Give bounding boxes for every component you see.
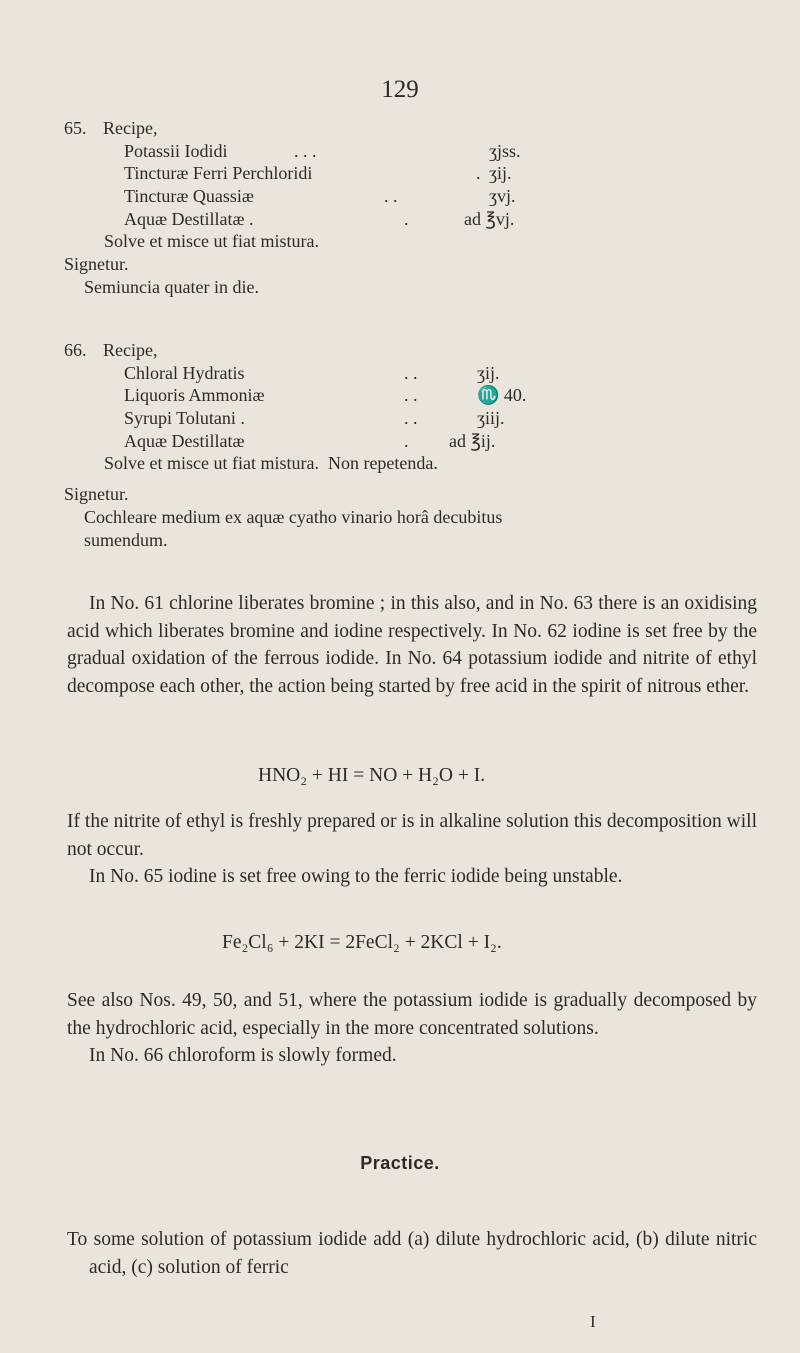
- ingredient-name: Tincturæ Ferri Perchloridi: [124, 163, 313, 184]
- signature-mark: I: [590, 1312, 596, 1331]
- ingredient-name: Potassii Iodidi: [124, 140, 228, 161]
- paragraph: In No. 61 chlorine liberates bromine ; in this also, and in No. 63 there is an oxidising acid which liberates bromine and iodine respectively. In No. 62 iodine is set free by the gradual oxidation of the ferrous iodide. In No. 64 potassium iodide and nitrite of ethyl decompose each other, the action being started by free acid in the spirit of nitrous ether.: [67, 593, 757, 697]
- recipe-instruction: Solve et misce ut fiat mistura. Non repetenda.: [104, 453, 438, 474]
- commentary-block-2: [67, 808, 757, 891]
- leader-dots: . . .: [294, 140, 317, 161]
- ingredient-quantity: ʒjss.: [489, 140, 521, 161]
- paragraph: If the nitrite of ethyl is freshly prepared or is in alkaline solution this decomposition will not occur.: [67, 811, 757, 860]
- ingredient-name: Tincturæ Quassiæ: [124, 186, 254, 207]
- paragraph: In No. 65 iodine is set free owing to the ferric iodide being unstable.: [89, 866, 623, 888]
- leader-dots: .: [404, 430, 409, 451]
- ingredient-row: [64, 407, 744, 430]
- ingredient-quantity: ♏ 40.: [477, 385, 527, 406]
- ingredient-quantity: ʒiij.: [477, 408, 505, 429]
- ingredient-row: [64, 384, 744, 407]
- ingredient-name: Liquoris Ammoniæ: [124, 385, 265, 406]
- paragraph: In No. 66 chloroform is slowly formed.: [89, 1045, 397, 1067]
- commentary-block-3: [67, 987, 757, 1070]
- dosage: Cochleare medium ex aquæ cyatho vinario horâ decubitus: [84, 506, 503, 527]
- signetur-label: Signetur.: [64, 484, 129, 505]
- paragraph: See also Nos. 49, 50, and 51, where the potassium iodide is gradually decomposed by the hydrochloric acid, especially in the more concentrated solutions.: [67, 990, 757, 1039]
- page-number: 129: [381, 76, 419, 103]
- ingredient-name: Aquæ Destillatæ .: [124, 208, 254, 229]
- leader-dots: . .: [404, 385, 418, 406]
- recipe-66: [64, 339, 744, 551]
- paragraph: To some solution of potassium iodide add (a) dilute hydrochloric acid, (b) dilute nitric acid, (c) solution of ferric: [67, 1229, 757, 1278]
- section-heading: Practice.: [360, 1153, 440, 1173]
- ingredient-quantity: ʒvj.: [489, 186, 516, 207]
- ingredient-name: Aquæ Destillatæ: [124, 430, 245, 451]
- recipe-65: [64, 117, 704, 299]
- ingredient-quantity: ʒij.: [489, 163, 512, 184]
- recipe-heading: Recipe,: [103, 118, 158, 138]
- recipe-heading: Recipe,: [103, 340, 158, 360]
- ingredient-name: Chloral Hydratis: [124, 362, 245, 383]
- leader-dots: .: [404, 208, 409, 229]
- leader-dots: . .: [384, 186, 398, 207]
- ingredient-row: [64, 430, 744, 453]
- ingredient-row: [64, 185, 704, 208]
- ingredient-quantity: ad ℥vj.: [464, 208, 515, 229]
- recipe-number: 65.: [64, 118, 87, 138]
- ingredient-row: [64, 208, 704, 231]
- ingredient-name: Syrupi Tolutani .: [124, 408, 245, 429]
- dosage: Semiuncia quater in die.: [84, 276, 259, 297]
- practice-block: [67, 1226, 757, 1281]
- recipe-number: 66.: [64, 340, 87, 360]
- chemical-equation: HNO₂ + HI = NO + H₂O + I.: [258, 765, 486, 786]
- commentary-block-1: [67, 590, 757, 700]
- ingredient-row: [64, 162, 704, 185]
- dosage-continued: sumendum.: [84, 529, 168, 550]
- leader-dots: . .: [404, 408, 418, 429]
- signetur-label: Signetur.: [64, 254, 129, 275]
- ingredient-quantity: ad ℥ij.: [449, 430, 496, 451]
- leader-dots: . .: [404, 362, 418, 383]
- ingredient-quantity: ʒij.: [477, 362, 500, 383]
- recipe-instruction: Solve et misce ut fiat mistura.: [104, 231, 319, 252]
- leader-dots: .: [476, 163, 481, 184]
- ingredient-row: [64, 362, 744, 385]
- ingredient-row: [64, 140, 704, 163]
- chemical-equation: Fe₂Cl₆ + 2KI = 2FeCl₂ + 2KCl + I₂.: [222, 932, 502, 953]
